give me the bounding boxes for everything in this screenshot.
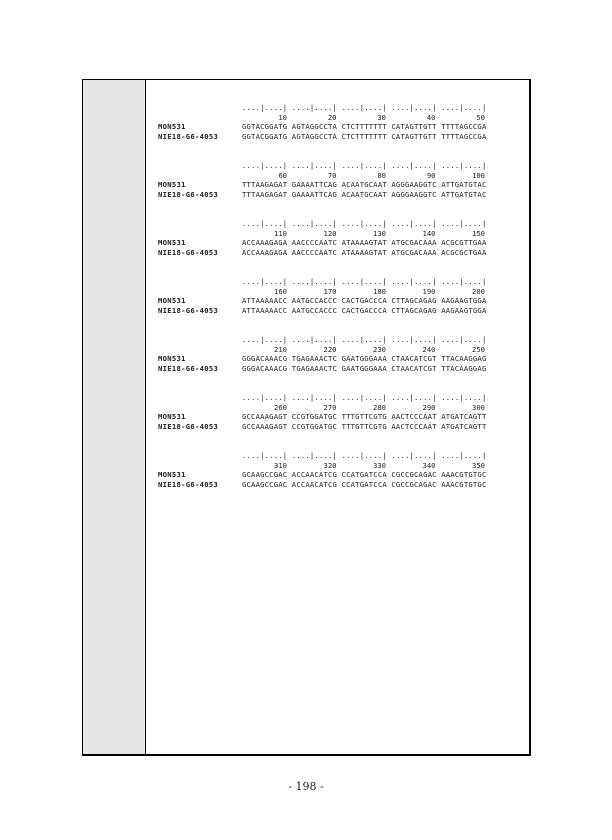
position-number: 140 <box>422 228 436 238</box>
ruler-marks: ....|....| ....|....| ....|....| ....|....| ....|....| <box>242 103 487 112</box>
position-number: 120 <box>323 228 337 238</box>
sequence-label: NIE18-G6-4053 <box>158 421 219 431</box>
position-number: 310 <box>274 460 287 470</box>
position-row <box>158 345 521 355</box>
position-number: 270 <box>323 402 337 412</box>
sequence-text: GGTACGGATG AGTAGGCCTA CTCTTTTTTT CATAGTTGTT TTTTAGCCGA <box>242 122 487 131</box>
position-number: 110 <box>274 228 287 238</box>
alignment-content <box>158 103 521 509</box>
alignment-block <box>158 219 521 257</box>
position-number: 10 <box>278 112 287 122</box>
sequence-label: NIE18-G6-4053 <box>158 247 219 257</box>
position-number: 20 <box>327 112 337 122</box>
position-number: 220 <box>323 344 337 354</box>
left-margin-column <box>83 80 146 754</box>
page-frame <box>82 79 531 756</box>
alignment-block <box>158 393 521 431</box>
sequence-text: ATTAAAAACC AATGCCACCC CACTGACCCA CTTAGCAGAG AAGAAGTGGA <box>242 296 487 305</box>
position-number: 290 <box>422 402 436 412</box>
alignment-block <box>158 335 521 373</box>
position-number: 350 <box>472 460 485 470</box>
sequence-text: ATTAAAAACC AATGCCACCC CACTGACCCA CTTAGCAGAG AAGAAGTGGA <box>242 305 487 315</box>
ruler-marks: ....|....| ....|....| ....|....| ....|....| ....|....| <box>242 219 487 228</box>
sequence-row <box>158 238 521 248</box>
position-row <box>158 171 521 181</box>
alignment-block <box>158 103 521 141</box>
sequence-row <box>158 422 521 432</box>
sequence-row <box>158 296 521 306</box>
sequence-label: NIE18-G6-4053 <box>158 189 219 199</box>
sequence-label: MON531 <box>158 180 186 189</box>
position-number: 100 <box>472 170 485 180</box>
sequence-row <box>158 354 521 364</box>
position-number: 300 <box>472 402 485 412</box>
position-number: 280 <box>373 402 386 412</box>
sequence-label: MON531 <box>158 470 186 479</box>
position-number: 250 <box>472 344 485 354</box>
sequence-text: GCAAGCCGAC ACCAACATCG CCATGATCCA CGCCGCAGAC AAACGTGTGC <box>242 479 487 489</box>
position-row <box>158 461 521 471</box>
position-number: 60 <box>278 170 287 180</box>
page-number: - 198 - <box>288 780 324 793</box>
sequence-text: GCCAAAGAGT CCGTGGATGC TTTGTTCGTG AACTCCCAAT ATGATCAGTT <box>242 412 487 421</box>
sequence-row <box>158 122 521 132</box>
sequence-row <box>158 132 521 142</box>
position-number: 340 <box>422 460 436 470</box>
sequence-label: NIE18-G6-4053 <box>158 363 219 373</box>
position-number: 70 <box>327 170 337 180</box>
position-number: 330 <box>373 460 386 470</box>
ruler-marks: ....|....| ....|....| ....|....| ....|....| ....|....| <box>242 335 487 344</box>
position-number: 260 <box>274 402 287 412</box>
alignment-block <box>158 161 521 199</box>
position-number: 40 <box>426 112 436 122</box>
position-row <box>158 113 521 123</box>
sequence-label: NIE18-G6-4053 <box>158 131 219 141</box>
ruler-row <box>158 451 521 461</box>
sequence-row <box>158 364 521 374</box>
sequence-label: MON531 <box>158 296 186 305</box>
sequence-row <box>158 470 521 480</box>
ruler-row <box>158 277 521 287</box>
alignment-block <box>158 451 521 489</box>
sequence-label: MON531 <box>158 354 186 363</box>
position-number: 240 <box>422 344 436 354</box>
position-number: 190 <box>422 286 436 296</box>
sequence-text: GCAAGCCGAC ACCAACATCG CCATGATCCA CGCCGCAGAC AAACGTGTGC <box>242 470 487 479</box>
sequence-text: ACCAAAGAGA AACCCCAATC ATAAAAGTAT ATGCGACAAA ACGCGTTGAA <box>242 238 487 247</box>
sequence-row <box>158 248 521 258</box>
sequence-text: ACCAAAGAGA AACCCCAATC ATAAAAGTAT ATGCGACAAA ACGCGCTGAA <box>242 247 487 257</box>
position-number: 90 <box>426 170 436 180</box>
position-number: 80 <box>377 170 386 180</box>
sequence-label: NIE18-G6-4053 <box>158 305 219 315</box>
position-row <box>158 403 521 413</box>
position-number: 210 <box>274 344 287 354</box>
sequence-text: GCCAAAGAGT CCGTGGATGC TTTGTTCGTG AACTCCCAAT ATGATCAGTT <box>242 421 487 431</box>
ruler-row <box>158 393 521 403</box>
position-number: 230 <box>373 344 386 354</box>
position-number: 130 <box>373 228 386 238</box>
ruler-row <box>158 335 521 345</box>
sequence-label: MON531 <box>158 412 186 421</box>
sequence-text: GGGACAAACG TGAGAAACTC GAATGGGAAA CTAACATCGT TTACAAGGAG <box>242 354 487 363</box>
ruler-marks: ....|....| ....|....| ....|....| ....|....| ....|....| <box>242 161 487 170</box>
sequence-row <box>158 180 521 190</box>
ruler-row <box>158 161 521 171</box>
sequence-row <box>158 480 521 490</box>
position-number: 200 <box>472 286 485 296</box>
position-row <box>158 229 521 239</box>
position-number: 170 <box>323 286 337 296</box>
position-number: 320 <box>323 460 337 470</box>
sequence-label: MON531 <box>158 238 186 247</box>
sequence-label: MON531 <box>158 122 186 131</box>
position-number: 50 <box>476 112 485 122</box>
sequence-text: TTTAAGAGAT GAAAATTCAG ACAATGCAAT AGGGAAGGTC ATTGATGTAC <box>242 189 487 199</box>
alignment-block <box>158 277 521 315</box>
sequence-text: GGGACAAACG TGAGAAACTC GAATGGGAAA CTAACATCGT TTACAAGGAG <box>242 363 487 373</box>
sequence-label: NIE18-G6-4053 <box>158 479 219 489</box>
position-row <box>158 287 521 297</box>
sequence-row <box>158 412 521 422</box>
sequence-row <box>158 306 521 316</box>
sequence-text: GGTACGGATG AGTAGGCCTA CTCTTTTTTT CATAGTTGTT TTTTAGCCGA <box>242 131 487 141</box>
sequence-text: TTTAAGAGAT GAAAATTCAG ACAATGCAAT AGGGAAGGTC ATTGATGTAC <box>242 180 487 189</box>
ruler-marks: ....|....| ....|....| ....|....| ....|....| ....|....| <box>242 393 487 402</box>
position-number: 180 <box>373 286 386 296</box>
position-number: 150 <box>472 228 485 238</box>
ruler-row <box>158 219 521 229</box>
position-number: 30 <box>377 112 386 122</box>
ruler-marks: ....|....| ....|....| ....|....| ....|....| ....|....| <box>242 451 487 460</box>
position-number: 160 <box>274 286 287 296</box>
ruler-marks: ....|....| ....|....| ....|....| ....|....| ....|....| <box>242 277 487 286</box>
ruler-row <box>158 103 521 113</box>
sequence-row <box>158 190 521 200</box>
